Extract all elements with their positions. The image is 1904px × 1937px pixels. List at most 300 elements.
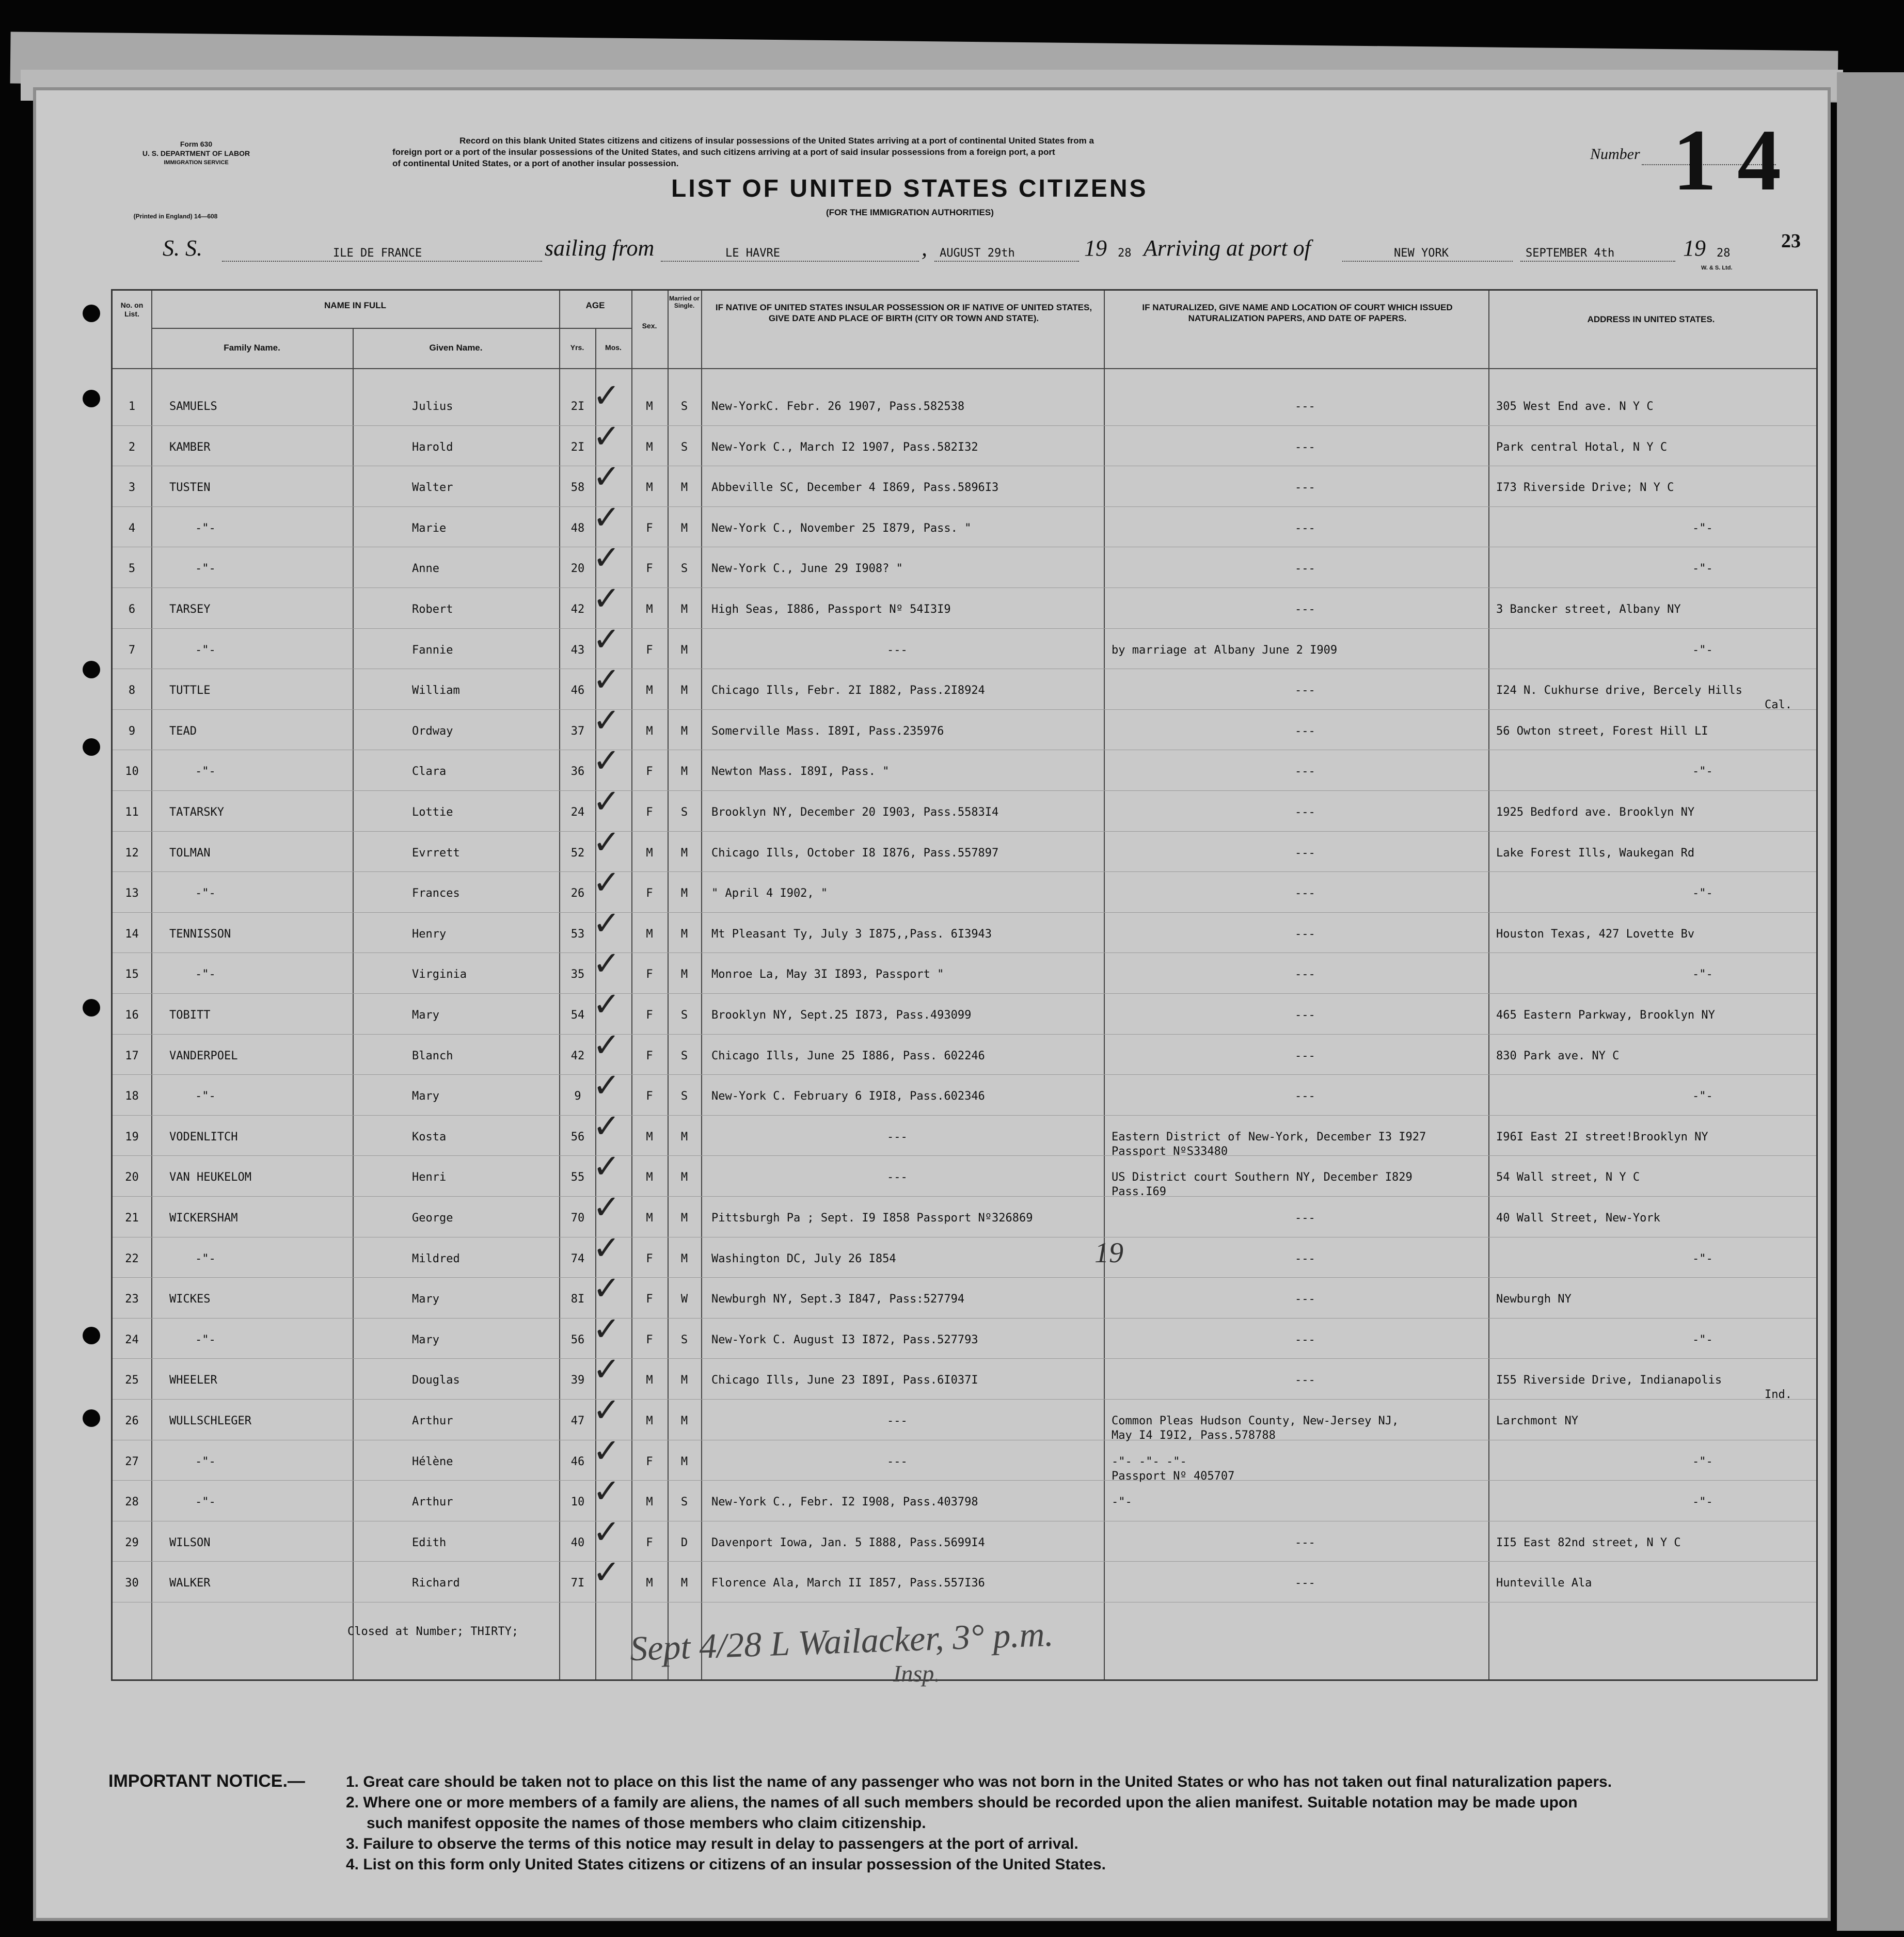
given-name: Virginia: [412, 968, 467, 981]
given-name: Mary: [412, 1009, 439, 1022]
naturalization-info: ---: [1295, 765, 1315, 779]
sex: M: [646, 603, 653, 616]
family-name: SAMUELS: [169, 400, 217, 413]
check-mark-icon: ✓: [593, 498, 621, 537]
arrival-date-line: [1520, 261, 1675, 262]
age-years: 56: [570, 1130, 585, 1144]
departure-date: AUGUST 29th: [940, 247, 1015, 260]
row-number: 15: [125, 968, 139, 981]
marital-status: S: [680, 1496, 688, 1509]
row-separator: [113, 1318, 1816, 1319]
marital-status: M: [680, 481, 688, 495]
punch-hole: [83, 305, 100, 322]
marital-status: M: [680, 846, 688, 860]
service: IMMIGRATION SERVICE: [164, 160, 229, 166]
row-separator: [113, 709, 1816, 710]
arrival-port: NEW YORK: [1394, 247, 1449, 260]
address: -"-: [1692, 1252, 1713, 1265]
departure-port: LE HAVRE: [725, 247, 780, 260]
ss-label: S. S.: [163, 235, 202, 261]
given-name: Kosta: [412, 1130, 447, 1144]
address: I24 N. Cukhurse drive, Bercely Hills: [1496, 684, 1742, 697]
row-number: 2: [128, 440, 136, 454]
birth-info: Davenport Iowa, Jan. 5 I888, Pass.5699I4: [711, 1536, 985, 1549]
row-number: 9: [128, 724, 136, 738]
row-separator: [113, 1277, 1816, 1278]
birth-info: New-York C. February 6 I9I8, Pass.602346: [711, 1090, 985, 1103]
family-name: WICKES: [169, 1293, 211, 1306]
family-name: WICKERSHAM: [169, 1212, 238, 1225]
punch-hole: [83, 999, 100, 1017]
naturalization-info: ---: [1295, 603, 1315, 616]
punch-hole: [83, 390, 100, 407]
address: 54 Wall street, N Y C: [1496, 1171, 1640, 1184]
check-mark-icon: ✓: [593, 1553, 621, 1592]
sex: M: [646, 1415, 653, 1427]
age-years: 56: [570, 1333, 585, 1346]
row-number: 29: [125, 1536, 139, 1549]
family-name: TATARSKY: [169, 806, 224, 819]
age-years: 36: [570, 765, 585, 779]
address: -"-: [1692, 1496, 1713, 1509]
age-years: 39: [570, 1374, 585, 1387]
family-name: TOBITT: [169, 1009, 211, 1022]
col-sex: Sex.: [642, 322, 657, 330]
marital-status: M: [680, 684, 688, 697]
row-number: 8: [128, 684, 136, 697]
family-name: -"-: [195, 1252, 216, 1265]
naturalization-info: ---: [1295, 724, 1315, 738]
sex: F: [646, 521, 653, 535]
check-mark-icon: ✓: [593, 945, 621, 983]
check-mark-icon: ✓: [593, 1148, 621, 1186]
age-years: 58: [570, 481, 585, 495]
naturalization-info: ---: [1295, 846, 1315, 860]
naturalization-info: ---: [1295, 481, 1315, 495]
family-name: -"-: [195, 1496, 216, 1509]
number-label: Number: [1590, 146, 1640, 163]
check-mark-icon: ✓: [593, 1269, 621, 1308]
family-name: -"-: [195, 968, 216, 981]
sex: F: [646, 1293, 653, 1306]
family-name: -"-: [195, 887, 216, 900]
naturalization-info: ---: [1295, 440, 1315, 454]
birth-info: ---: [887, 1130, 908, 1144]
address: II5 East 82nd street, N Y C: [1496, 1536, 1681, 1549]
check-mark-icon: ✓: [593, 1107, 621, 1146]
address: Newburgh NY: [1496, 1293, 1572, 1306]
row-number: 27: [125, 1455, 139, 1468]
sailing-label: sailing from: [545, 235, 655, 261]
address: -"-: [1692, 643, 1713, 657]
naturalization-info: ---: [1295, 400, 1315, 413]
family-name: TUTTLE: [169, 684, 211, 697]
marital-status: M: [680, 1455, 688, 1468]
row-separator: [113, 1561, 1816, 1562]
naturalization-info: ---: [1295, 1293, 1315, 1306]
row-number: 12: [125, 846, 139, 860]
given-name: Clara: [412, 765, 447, 779]
printed-note: (Printed in England) 14—608: [133, 213, 218, 220]
check-mark-icon: ✓: [593, 742, 621, 781]
year-prefix-2: 19: [1683, 235, 1706, 261]
col-address: ADDRESS IN UNITED STATES.: [1587, 314, 1715, 324]
row-number: 1: [128, 400, 136, 413]
age-years: 20: [570, 562, 585, 576]
given-name: Henry: [412, 927, 447, 941]
family-name: VODENLITCH: [169, 1130, 238, 1144]
sex: F: [646, 562, 653, 576]
check-mark-icon: ✓: [593, 1188, 621, 1227]
age-years: 53: [570, 927, 585, 941]
sex: F: [646, 887, 653, 900]
notice-label: IMPORTANT NOTICE.—: [108, 1771, 305, 1791]
given-name: Walter: [412, 481, 453, 495]
row-number: 6: [128, 603, 136, 616]
address: Hunteville Ala: [1496, 1577, 1592, 1590]
sex: M: [646, 400, 653, 413]
address: 465 Eastern Parkway, Brooklyn NY: [1496, 1009, 1715, 1022]
check-mark-icon: ✓: [593, 539, 621, 578]
given-name: Evrrett: [412, 846, 460, 860]
naturalization-info: ---: [1295, 1252, 1315, 1265]
given-name: Richard: [412, 1577, 460, 1590]
age-years: 47: [570, 1415, 585, 1427]
notice-item-2b: such manifest opposite the names of those members who claim citizenship.: [367, 1815, 926, 1832]
birth-info: Newton Mass. I89I, Pass. ": [711, 765, 890, 779]
row-number: 22: [125, 1252, 139, 1265]
sex: M: [646, 440, 653, 454]
from-line: [661, 261, 919, 262]
birth-info: ---: [887, 1455, 908, 1468]
given-name: Douglas: [412, 1374, 460, 1387]
given-name: Henri: [412, 1171, 447, 1184]
address: -"-: [1692, 765, 1713, 779]
family-name: WHEELER: [169, 1374, 217, 1387]
age-years: 40: [570, 1536, 585, 1549]
sex: M: [646, 1374, 653, 1387]
sex: M: [646, 1496, 653, 1509]
check-mark-icon: ✓: [593, 1229, 621, 1267]
punch-hole: [83, 1327, 100, 1344]
check-mark-icon: ✓: [593, 823, 621, 862]
family-name: TOLMAN: [169, 846, 211, 860]
marital-status: S: [680, 1090, 688, 1103]
naturalization-info: ---: [1295, 1090, 1315, 1103]
form-id-block: [129, 139, 263, 167]
row-separator: [113, 1196, 1816, 1197]
port-line: [1342, 261, 1513, 262]
page-subtitle: (FOR THE IMMIGRATION AUTHORITIES): [826, 208, 994, 217]
sex: F: [646, 765, 653, 779]
age-years: 52: [570, 846, 585, 860]
check-mark-icon: ✓: [593, 1432, 621, 1470]
row-number: 28: [125, 1496, 139, 1509]
row-number: 4: [128, 521, 136, 535]
punch-hole: [83, 661, 100, 678]
sex: F: [646, 1536, 653, 1549]
address: Lake Forest Ills, Waukegan Rd: [1496, 846, 1695, 860]
naturalization-info: -"-: [1112, 1496, 1132, 1509]
given-name: Anne: [412, 562, 439, 576]
signature-title: Insp.: [893, 1660, 940, 1687]
notice-item-2: 2. Where one or more members of a family are aliens, the names of all such members should be recorded upon the alien manifest. Suitable notation may be made upon: [346, 1794, 1578, 1811]
address: I96I East 2I street!Brooklyn NY: [1496, 1130, 1708, 1144]
row-separator: [113, 1074, 1816, 1075]
marital-status: M: [680, 1171, 688, 1184]
sex: M: [646, 1171, 653, 1184]
address: 40 Wall Street, New-York: [1496, 1212, 1660, 1225]
col-name-in-full: NAME IN FULL: [324, 300, 386, 310]
naturalization-info: -"- -"- -"-: [1112, 1455, 1187, 1468]
marital-status: S: [680, 440, 688, 454]
row-number: 13: [125, 887, 139, 900]
col-native: IF NATIVE OF UNITED STATES INSULAR POSSESSION OR IF NATIVE OF UNITED STATES, GIVE DATE AND PLACE OF BIRTH (CITY OR TOWN AND STATE).: [715, 303, 1092, 323]
family-name: WULLSCHLEGER: [169, 1415, 251, 1427]
passenger-table: [111, 289, 1818, 1681]
page-title: LIST OF UNITED STATES CITIZENS: [671, 175, 1148, 202]
family-name: -"-: [195, 1333, 216, 1346]
birth-info: New-YorkC. Febr. 26 1907, Pass.582538: [711, 400, 965, 413]
birth-info: ---: [887, 1171, 908, 1184]
row-number: 17: [125, 1049, 139, 1062]
row-number: 23: [125, 1293, 139, 1306]
marital-status: M: [680, 521, 688, 535]
address: -"-: [1692, 521, 1713, 535]
row-separator: [113, 831, 1816, 832]
given-name: Fannie: [412, 643, 453, 657]
check-mark-icon: ✓: [593, 986, 621, 1024]
naturalization-info: ---: [1295, 1374, 1315, 1387]
marital-status: M: [680, 765, 688, 779]
address-cont: Cal.: [1765, 698, 1792, 712]
birth-info: New-York C., November 25 I879, Pass. ": [711, 521, 972, 535]
family-name: WALKER: [169, 1577, 211, 1590]
check-mark-icon: ✓: [593, 1391, 621, 1430]
naturalization-info: by marriage at Albany June 2 I909: [1112, 643, 1338, 657]
naturalization-info: ---: [1295, 521, 1315, 535]
family-name: -"-: [195, 643, 216, 657]
marital-status: M: [680, 1130, 688, 1144]
punch-hole: [83, 1409, 100, 1427]
list-number: 14: [1673, 112, 1802, 209]
marital-status: M: [680, 1415, 688, 1427]
row-number: 5: [128, 562, 136, 576]
row-separator: [113, 871, 1816, 872]
row-separator: [113, 993, 1816, 994]
col-family: Family Name.: [224, 343, 280, 353]
birth-info: Florence Ala, March II I857, Pass.557I36: [711, 1577, 985, 1590]
given-name: Frances: [412, 887, 460, 900]
row-number: 25: [125, 1374, 139, 1387]
address: -"-: [1692, 887, 1713, 900]
sex: F: [646, 1252, 653, 1265]
family-name: -"-: [195, 1455, 216, 1468]
given-name: Arthur: [412, 1415, 453, 1427]
check-mark-icon: ✓: [593, 458, 621, 497]
marital-status: M: [680, 887, 688, 900]
address: -"-: [1692, 1090, 1713, 1103]
marital-status: M: [680, 724, 688, 738]
birth-info: Monroe La, May 3I I893, Passport ": [711, 968, 944, 981]
family-name: -"-: [195, 521, 216, 535]
check-mark-icon: ✓: [593, 904, 621, 943]
row-separator: [113, 1115, 1816, 1116]
family-name: -"-: [195, 562, 216, 576]
row-separator: [113, 506, 1816, 507]
family-name: TARSEY: [169, 603, 211, 616]
naturalization-info-cont: May I4 I9I2, Pass.578788: [1112, 1429, 1276, 1442]
age-years: 26: [570, 887, 585, 900]
given-name: Julius: [412, 400, 453, 413]
row-number: 11: [125, 806, 139, 819]
family-name: KAMBER: [169, 440, 211, 454]
sex: F: [646, 1455, 653, 1468]
address: -"-: [1692, 1455, 1713, 1468]
given-name: George: [412, 1212, 453, 1225]
birth-info: Chicago Ills, Febr. 2I I882, Pass.2I8924: [711, 684, 985, 697]
row-number: 21: [125, 1212, 139, 1225]
col-mos: Mos.: [605, 343, 622, 352]
naturalization-info: Eastern District of New-York, December I3 I927: [1112, 1130, 1426, 1144]
check-mark-icon: ✓: [593, 701, 621, 740]
given-name: Blanch: [412, 1049, 453, 1062]
sex: M: [646, 1212, 653, 1225]
birth-info: Pittsburgh Pa ; Sept. I9 I858 Passport Nº326869: [711, 1212, 1033, 1225]
birth-info: Washington DC, July 26 I854: [711, 1252, 896, 1265]
paper-edge-right: [1837, 72, 1904, 1931]
age-years: 2I: [570, 440, 585, 454]
check-mark-icon: ✓: [593, 864, 621, 902]
row-number: 10: [125, 765, 139, 779]
row-number: 7: [128, 643, 136, 657]
notice-item-4: 4. List on this form only United States citizens or citizens of an insular possession of the United States.: [346, 1856, 1106, 1873]
notice-item-3: 3. Failure to observe the terms of this notice may result in delay to passengers at the port of arrival.: [346, 1835, 1078, 1852]
birth-info: Chicago Ills, June 25 I886, Pass. 602246: [711, 1049, 985, 1062]
marital-status: S: [680, 1049, 688, 1062]
age-years: 10: [570, 1496, 585, 1509]
age-years: 55: [570, 1171, 585, 1184]
family-name: -"-: [195, 765, 216, 779]
family-name: -"-: [195, 1090, 216, 1103]
naturalization-info: Common Pleas Hudson County, New-Jersey NJ,: [1112, 1415, 1399, 1427]
marital-status: S: [680, 1009, 688, 1022]
age-years: 48: [570, 521, 585, 535]
check-mark-icon: ✓: [593, 1026, 621, 1065]
naturalization-info: ---: [1295, 927, 1315, 941]
given-name: Mildred: [412, 1252, 460, 1265]
sex: F: [646, 968, 653, 981]
col-no: No. on List.: [120, 301, 144, 318]
row-number: 14: [125, 927, 139, 941]
age-years: 42: [570, 603, 585, 616]
sex: M: [646, 927, 653, 941]
birth-info: Brooklyn NY, December 20 I903, Pass.5583I4: [711, 806, 999, 819]
naturalization-info: ---: [1295, 968, 1315, 981]
birth-info: High Seas, I886, Passport Nº 54I3I9: [711, 603, 951, 616]
check-mark-icon: ✓: [593, 620, 621, 659]
age-years: 35: [570, 968, 585, 981]
birth-info: New-York C., March I2 1907, Pass.582I32: [711, 440, 978, 454]
page-mark: 23: [1781, 230, 1801, 252]
naturalization-info-cont: Passport Nº 405707: [1112, 1469, 1235, 1483]
marital-status: M: [680, 1374, 688, 1387]
birth-info: Newburgh NY, Sept.3 I847, Pass:527794: [711, 1293, 965, 1306]
birth-info: Chicago Ills, June 23 I89I, Pass.6I037I: [711, 1374, 978, 1387]
punch-hole: [83, 738, 100, 756]
address: Larchmont NY: [1496, 1415, 1578, 1427]
address: 56 Owton street, Forest Hill LI: [1496, 724, 1708, 738]
address: -"-: [1692, 1333, 1713, 1346]
row-separator: [113, 628, 1816, 629]
family-name: VANDERPOEL: [169, 1049, 238, 1062]
age-years: 54: [570, 1009, 585, 1022]
ship-name: ILE DE FRANCE: [333, 247, 422, 260]
address: -"-: [1692, 562, 1713, 576]
check-mark-icon: ✓: [593, 1513, 621, 1551]
naturalization-info: ---: [1295, 1333, 1315, 1346]
closing-note: Closed at Number; THIRTY;: [347, 1625, 519, 1638]
row-number: 24: [125, 1333, 139, 1346]
comma: ,: [922, 235, 927, 261]
sex: F: [646, 806, 653, 819]
marital-status: M: [680, 1212, 688, 1225]
notice-item-1: 1. Great care should be taken not to place on this list the name of any passenger who was not born in the United States or who has not taken out final naturalization papers.: [346, 1773, 1612, 1790]
given-name: Ordway: [412, 724, 453, 738]
age-years: 74: [570, 1252, 585, 1265]
age-years: 70: [570, 1212, 585, 1225]
row-separator: [113, 425, 1816, 426]
given-name: Marie: [412, 521, 447, 535]
marital-status: S: [680, 562, 688, 576]
arriving-label: Arriving at port of: [1144, 235, 1311, 261]
record-instructions: Record on this blank United States citizens and citizens of insular possessions of the United States arriving at a port of continental United States from a foreign port or a port of the insular possessions of the United States, and such citizens arriving at a port of said insular possessions from a foreign port, a port of continental United States, or a port of another insular possession.: [392, 136, 1094, 168]
address: Houston Texas, 427 Lovette Bv: [1496, 927, 1695, 941]
naturalization-info: ---: [1295, 684, 1315, 697]
marital-status: D: [680, 1536, 688, 1549]
row-number: 20: [125, 1171, 139, 1184]
address-cont: Ind.: [1765, 1388, 1792, 1402]
sex: F: [646, 643, 653, 657]
date-line: [934, 261, 1079, 262]
year-1: 28: [1118, 247, 1132, 260]
sex: M: [646, 1130, 653, 1144]
sex: F: [646, 1333, 653, 1346]
col-age: AGE: [585, 300, 605, 310]
age-years: 43: [570, 643, 585, 657]
birth-info: Brooklyn NY, Sept.25 I873, Pass.493099: [711, 1009, 972, 1022]
year-2: 28: [1717, 247, 1731, 260]
printer-mark: W. & S. Ltd.: [1701, 265, 1733, 271]
col-yrs: Yrs.: [570, 343, 584, 352]
marital-status: S: [680, 400, 688, 413]
naturalization-info: US District court Southern NY, December I829: [1112, 1171, 1413, 1184]
row-number: 18: [125, 1090, 139, 1103]
col-naturalized: IF NATURALIZED, GIVE NAME AND LOCATION OF COURT WHICH ISSUED NATURALIZATION PAPERS, AND DATE OF PAPERS.: [1142, 303, 1453, 323]
arrival-date: SEPTEMBER 4th: [1526, 247, 1615, 260]
department: U. S. DEPARTMENT OF LABOR: [142, 149, 250, 157]
col-married: Married or Single.: [669, 295, 700, 309]
naturalization-info: ---: [1295, 1536, 1315, 1549]
age-years: 7I: [570, 1577, 585, 1590]
check-mark-icon: ✓: [593, 1310, 621, 1348]
form-number: Form 630: [180, 140, 213, 148]
marital-status: S: [680, 806, 688, 819]
birth-info: Abbeville SC, December 4 I869, Pass.5896I3: [711, 481, 999, 495]
check-mark-icon: ✓: [593, 377, 621, 415]
given-name: Arthur: [412, 1496, 453, 1509]
row-separator: [113, 952, 1816, 953]
